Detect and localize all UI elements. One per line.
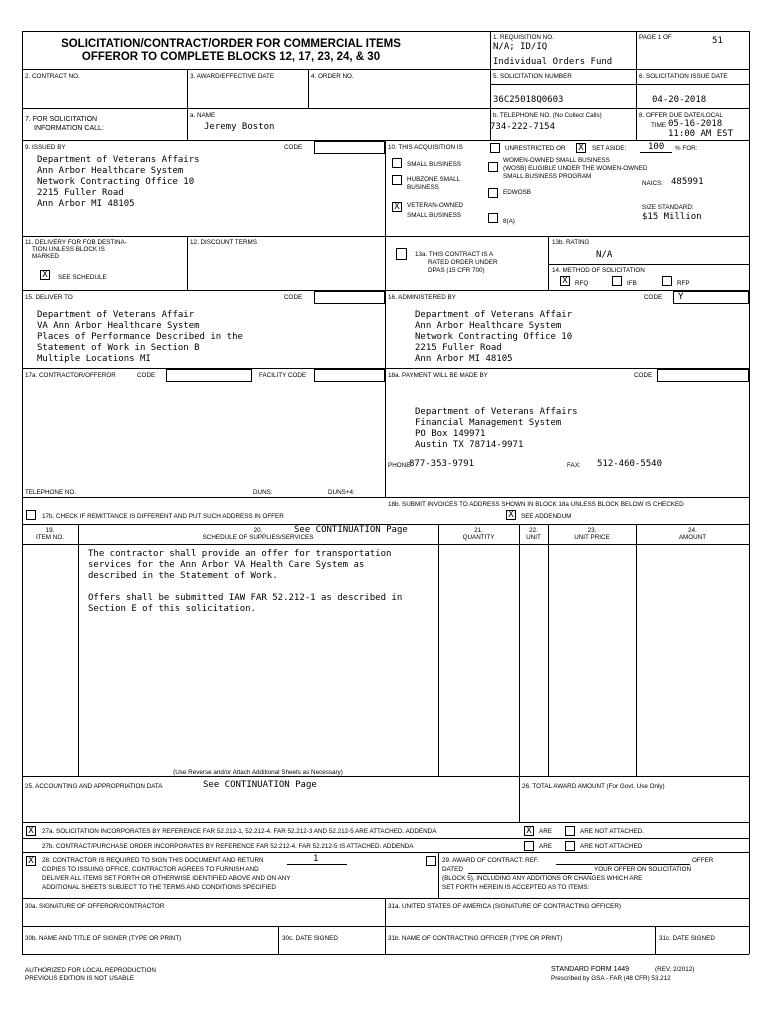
deliver-to-code-label: CODE bbox=[284, 294, 303, 301]
administered-by-line: 2215 Fuller Road bbox=[415, 343, 502, 353]
clause-28-line3: DELIVER ALL ITEMS SET FORTH OR OTHERWISE IDENTIFIED ABOVE AND ON ANY bbox=[42, 875, 291, 882]
payment-line: Austin TX 78714-9971 bbox=[415, 440, 524, 450]
contractor-code-label: CODE bbox=[137, 372, 156, 379]
payment-phone-label: PHONE: bbox=[388, 462, 413, 469]
rule bbox=[548, 524, 549, 776]
schedule-text-line: services for the Ann Arbor VA Health Care System as bbox=[88, 560, 365, 570]
prescribed-by: Prescribed by GSA - FAR (48 CFR) 53.212 bbox=[551, 975, 671, 982]
percent-for-label: % FOR: bbox=[675, 145, 698, 152]
hubzone-checkbox[interactable] bbox=[392, 175, 402, 185]
issued-by-line: Ann Arbor Healthcare System bbox=[37, 166, 184, 176]
addenda-27b-are-not-checkbox[interactable] bbox=[565, 841, 575, 851]
are-label: ARE bbox=[539, 828, 552, 835]
rule bbox=[278, 926, 279, 954]
schedule-text-line: The contractor shall provide an offer for transportation bbox=[88, 549, 392, 559]
signer-name-label: 30b. NAME AND TITLE OF SIGNER (TYPE OR PRINT) bbox=[25, 935, 182, 942]
administered-by-line: Ann Arbor MI 48105 bbox=[415, 354, 513, 364]
administered-by-line: Department of Veterans Affair bbox=[415, 310, 573, 320]
rule bbox=[655, 926, 656, 954]
contractor-sign-checkbox[interactable]: X bbox=[26, 856, 36, 866]
issued-by-line: Network Contracting Office 10 bbox=[37, 177, 195, 187]
are-not-label: ARE NOT ATTACHED. bbox=[580, 828, 645, 835]
rule bbox=[636, 524, 637, 776]
rule bbox=[385, 898, 386, 954]
officer-name-label: 31b. NAME OF CONTRACTING OFFICER (TYPE OR PRINT) bbox=[388, 935, 563, 942]
col-amount-num: 24. bbox=[688, 527, 697, 534]
clause-28-line2: COPIES TO ISSUING OFFICE. CONTRACTOR AGREES TO FURNISH AND bbox=[42, 866, 259, 873]
issue-date[interactable]: 04-20-2018 bbox=[652, 95, 707, 105]
small-business-label: SMALL BUSINESS bbox=[407, 161, 462, 168]
rfp-label: RFP bbox=[677, 280, 690, 287]
form-name: STANDARD FORM 1449 bbox=[551, 966, 630, 973]
requisition-value-line2[interactable]: Individual Orders Fund bbox=[493, 57, 613, 67]
contractor-code-field[interactable] bbox=[166, 369, 252, 382]
duns-label: DUNS: bbox=[253, 489, 273, 496]
facility-code-field[interactable] bbox=[314, 369, 385, 382]
solicitation-number-label: 5. SOLICITATION NUMBER bbox=[493, 73, 572, 80]
eight-a-label: 8(A) bbox=[503, 218, 515, 225]
clause-28-line1: 28. CONTRACTOR IS REQUIRED TO SIGN THIS DOCUMENT AND RETURN bbox=[42, 857, 264, 864]
time-label: TIME bbox=[651, 122, 667, 129]
page-total: 51 bbox=[712, 36, 723, 46]
order-no-label: 4. ORDER NO. bbox=[311, 73, 354, 80]
rule bbox=[385, 140, 386, 498]
payment-fax-label: FAX: bbox=[567, 462, 581, 469]
wosb-label-line2: (WOSB) ELIGIBLE UNDER THE WOMEN-OWNED bbox=[503, 165, 648, 172]
offer-due-label: 8. OFFER DUE DATE/LOCAL bbox=[639, 112, 723, 119]
discount-terms-label: 12. DISCOUNT TERMS bbox=[190, 239, 257, 246]
requisition-label: 1. REQUISITION NO. bbox=[493, 34, 554, 41]
solicitation-method-label: 14. METHOD OF SOLICITATION bbox=[552, 267, 645, 274]
submit-invoices-label: 18b. SUBMIT INVOICES TO ADDRESS SHOWN IN BLOCK 18a UNLESS BLOCK BELOW IS CHECKED bbox=[388, 501, 684, 508]
ifb-label: IFB bbox=[627, 280, 637, 287]
rule bbox=[490, 84, 749, 85]
footer-previous-edition: PREVIOUS EDITION IS NOT USABLE bbox=[25, 975, 135, 982]
accounting-value: See CONTINUATION Page bbox=[203, 780, 317, 790]
rated-order-label: 13a. THIS CONTRACT IS A bbox=[415, 251, 494, 258]
rule bbox=[548, 236, 549, 290]
name-label: a. NAME bbox=[190, 112, 216, 119]
deliver-to-line: VA Ann Arbor Healthcare System bbox=[37, 321, 200, 331]
rule bbox=[22, 822, 749, 823]
schedule-text-line: Offers shall be submitted IAW FAR 52.212-1 as described in bbox=[88, 593, 403, 603]
issued-by-line: Ann Arbor MI 48105 bbox=[37, 199, 135, 209]
col-item-label: ITEM NO. bbox=[36, 534, 64, 541]
dated-label: DATED bbox=[442, 866, 463, 873]
administered-by-code-label: CODE bbox=[644, 294, 663, 301]
col-quantity-num: 21. bbox=[474, 527, 483, 534]
see-schedule-label: SEE SCHEDULE bbox=[58, 274, 107, 281]
naics-value[interactable]: 485991 bbox=[671, 177, 704, 187]
col-schedule-label: SCHEDULE OF SUPPLIES/SERVICES bbox=[202, 534, 314, 541]
contractor-label: 17a. CONTRACTOR/OFFEROR bbox=[25, 372, 116, 379]
copies-count[interactable]: 1 bbox=[313, 854, 319, 864]
rule bbox=[519, 524, 520, 822]
ifb-checkbox[interactable] bbox=[612, 276, 622, 286]
col-unit-num: 22. bbox=[529, 527, 538, 534]
solicitation-info-label: 7. FOR SOLICITATION bbox=[25, 116, 98, 123]
payment-line: PO Box 149971 bbox=[415, 429, 486, 439]
payment-fax[interactable]: 512-460-5540 bbox=[597, 459, 663, 469]
fob-label-line3: MARKED bbox=[32, 253, 59, 260]
rated-order-checkbox[interactable] bbox=[396, 248, 407, 260]
schedule-text-line: described in the Statement of Work. bbox=[88, 571, 278, 581]
duns4-label: DUNS+4: bbox=[328, 489, 355, 496]
clause-27b-label: 27b. CONTRACT/PURCHASE ORDER INCORPORATES BY REFERENCE FAR 52.212-4. FAR 52.212-5 IS ATTACHED. ADDENDA bbox=[42, 843, 414, 850]
deliver-to-line: Multiple Locations MI bbox=[37, 354, 151, 364]
hubzone-label-line2: BUSINESS bbox=[407, 184, 439, 191]
are-label-27b: ARE bbox=[539, 843, 552, 850]
form-revision: (REV. 2/2012) bbox=[655, 966, 695, 973]
rfq-label: RFQ bbox=[575, 280, 589, 287]
ref-underline bbox=[556, 864, 690, 865]
unrestricted-checkbox[interactable] bbox=[490, 143, 500, 153]
administered-by-line: Network Contracting Office 10 bbox=[415, 332, 573, 342]
eight-a-checkbox[interactable] bbox=[488, 213, 498, 223]
issued-by-label: 9. ISSUED BY bbox=[25, 144, 66, 151]
schedule-text-line: Section E of this solicitation. bbox=[88, 604, 256, 614]
payment-code-label: CODE bbox=[634, 372, 653, 379]
rule bbox=[308, 69, 309, 108]
rule bbox=[636, 31, 637, 140]
dated-underline bbox=[468, 873, 592, 874]
payment-line: Financial Management System bbox=[415, 418, 562, 428]
issued-by-code-label: CODE bbox=[284, 144, 303, 151]
officer-signature-label: 31a. UNITED STATES OF AMERICA (SIGNATURE OF CONTRACTING OFFICER) bbox=[388, 903, 622, 910]
size-standard-label: SIZE STANDARD: bbox=[642, 204, 694, 211]
set-aside-label: SET ASIDE: bbox=[592, 145, 627, 152]
schedule-continuation: See CONTINUATION Page bbox=[294, 525, 408, 535]
naics-label: NAICS: bbox=[642, 180, 663, 187]
wosb-label-line3: SMALL BUSINESS PROGRAM bbox=[503, 173, 592, 180]
requisition-value[interactable]: N/A; ID/IQ bbox=[493, 42, 548, 52]
small-business-checkbox[interactable] bbox=[392, 158, 402, 168]
accounting-label: 25. ACCOUNTING AND APPROPRIATION DATA bbox=[25, 783, 163, 790]
payment-label: 18a. PAYMENT WILL BE MADE BY bbox=[388, 372, 488, 379]
clause-27a-label: 27a. SOLICITATION INCORPORATES BY REFERENCE FAR 52.212-1, 52.212-4. FAR 52.212-3 AND 52.212-5 ARE ATTACHED. ADDENDA bbox=[42, 828, 437, 835]
rule bbox=[438, 524, 439, 776]
rule bbox=[22, 69, 749, 70]
col-unit-label: UNIT bbox=[526, 534, 541, 541]
rule bbox=[22, 852, 749, 853]
addenda-27b-are-checkbox[interactable] bbox=[524, 841, 534, 851]
rfp-checkbox[interactable] bbox=[662, 276, 672, 286]
rating-label: 13b. RATING bbox=[552, 239, 590, 246]
rule-bottom bbox=[22, 954, 749, 955]
payment-phone[interactable]: 877-353-9791 bbox=[409, 459, 475, 469]
total-award-label: 26. TOTAL AWARD AMOUNT (For Govt. Use Only) bbox=[522, 783, 665, 790]
clause-28-line4: ADDITIONAL SHEETS SUBJECT TO THE TERMS AND CONDITIONS SPECIFIED bbox=[42, 884, 276, 891]
rule bbox=[187, 69, 188, 140]
page-label: PAGE 1 OF bbox=[639, 34, 672, 41]
addenda-are-checkbox[interactable]: X bbox=[524, 826, 534, 836]
veteran-owned-checkbox[interactable]: X bbox=[392, 202, 402, 212]
edwosb-label: EDWOSB bbox=[503, 189, 531, 196]
clause-29-line1: 29. AWARD OF CONTRACT: REF. bbox=[442, 857, 539, 864]
issued-by-code-field[interactable] bbox=[314, 141, 385, 154]
deliver-to-label: 15. DELIVER TO bbox=[25, 294, 73, 301]
deliver-to-line: Statement of Work in Section B bbox=[37, 343, 200, 353]
rule-right bbox=[749, 31, 750, 954]
rfq-checkbox[interactable]: X bbox=[560, 276, 570, 286]
col-schedule-num: 20. bbox=[253, 527, 263, 534]
set-aside-checkbox[interactable]: X bbox=[576, 143, 586, 153]
col-quantity-label: QUANTITY bbox=[462, 534, 495, 541]
deliver-to-line: Places of Performance Described in the bbox=[37, 332, 243, 342]
facility-code-label: FACILITY CODE bbox=[259, 372, 307, 379]
see-addendum-checkbox[interactable]: X bbox=[506, 510, 516, 520]
rated-order-label-line2: RATED ORDER UNDER bbox=[428, 259, 498, 266]
col-item-num: 19. bbox=[45, 527, 55, 534]
solicitation-info-label-line2: INFORMATION CALL: bbox=[34, 125, 104, 132]
payment-line: Department of Veterans Affairs bbox=[415, 407, 578, 417]
are-not-label-27b: ARE NOT ATTACHED bbox=[580, 843, 643, 850]
see-addendum-label: SEE ADDENDUM bbox=[521, 513, 572, 520]
offer-due-date[interactable]: 05-16-2018 bbox=[668, 119, 723, 129]
rule bbox=[438, 852, 439, 898]
set-aside-percent[interactable]: 100 bbox=[648, 142, 665, 152]
administered-by-line: Ann Arbor Healthcare System bbox=[415, 321, 562, 331]
footer-reproduction: AUTHORIZED FOR LOCAL REPRODUCTION bbox=[25, 967, 156, 974]
solicitation-number[interactable]: 36C25018Q0603 bbox=[493, 95, 564, 105]
officer-date-label: 31c. DATE SIGNED bbox=[659, 935, 715, 942]
rated-order-label-line3: DPAS (15 CFR 700) bbox=[428, 267, 485, 274]
unrestricted-label: UNRESTRICTED OR bbox=[505, 145, 566, 152]
offer-label: OFFER bbox=[692, 857, 714, 864]
issued-by-line: 2215 Fuller Road bbox=[37, 188, 124, 198]
clause-29-line4: SET FORTH HEREIN IS ACCEPTED AS TO ITEMS: bbox=[442, 884, 590, 891]
administered-by-code[interactable]: Y bbox=[678, 292, 684, 302]
acquisition-label: 10. THIS ACQUISITION IS bbox=[388, 144, 463, 151]
offeror-date-label: 30c. DATE SIGNED bbox=[282, 935, 338, 942]
form-title-line1: SOLICITATION/CONTRACT/ORDER FOR COMMERCIAL ITEMS bbox=[61, 38, 401, 50]
rule bbox=[187, 236, 188, 290]
rule bbox=[78, 524, 79, 776]
rule bbox=[548, 264, 749, 265]
rating-value[interactable]: N/A bbox=[596, 250, 613, 260]
rule bbox=[22, 776, 749, 777]
rule bbox=[22, 544, 749, 545]
offer-due-time[interactable]: 11:00 AM EST bbox=[668, 129, 734, 139]
remittance-checkbox[interactable] bbox=[26, 510, 36, 520]
issue-date-label: 6. SOLICITATION ISSUE DATE bbox=[639, 73, 728, 80]
telephone-no-label: TELEPHONE NO. bbox=[25, 489, 77, 496]
your-offer-label: YOUR OFFER ON SOLICITATION bbox=[594, 866, 692, 873]
rule bbox=[22, 838, 749, 839]
col-amount-label: AMOUNT bbox=[678, 534, 707, 541]
size-standard-value[interactable]: $15 Million bbox=[642, 212, 702, 222]
rule-left bbox=[22, 31, 23, 954]
see-schedule-checkbox[interactable]: X bbox=[40, 270, 50, 280]
rule-top bbox=[22, 31, 749, 32]
form-title-line2: OFFEROR TO COMPLETE BLOCKS 12, 17, 23, 24, & 30 bbox=[81, 51, 381, 63]
award-date-label: 3. AWARD/EFFECTIVE DATE bbox=[190, 73, 275, 80]
addenda-27a-checkbox[interactable]: X bbox=[26, 826, 36, 836]
contact-name[interactable]: Jeremy Boston bbox=[204, 122, 275, 132]
wosb-checkbox[interactable] bbox=[488, 162, 498, 172]
col-unit-price-label: UNIT PRICE bbox=[574, 534, 610, 541]
administered-by-label: 16. ADMINISTERED BY bbox=[388, 294, 456, 301]
deliver-to-line: Department of Veterans Affair bbox=[37, 310, 195, 320]
payment-code-field[interactable] bbox=[657, 369, 749, 382]
hubzone-label: HUBZONE SMALL bbox=[407, 176, 461, 183]
veteran-owned-label: VETERAN-OWNED bbox=[407, 202, 463, 209]
edwosb-checkbox[interactable] bbox=[488, 188, 498, 198]
fob-label: 11. DELIVERY FOR FOB DESTINA- bbox=[25, 239, 127, 246]
addenda-are-not-checkbox[interactable] bbox=[565, 826, 575, 836]
clause-29-line3: (BLOCK 5), INCLUDING ANY ADDITIONS OR CHANGES WHICH ARE bbox=[442, 875, 643, 882]
administered-by-code-field[interactable] bbox=[673, 291, 749, 304]
contract-no-label: 2. CONTRACT NO. bbox=[25, 73, 80, 80]
offeror-signature-label: 30a. SIGNATURE OF OFFEROR/CONTRACTOR bbox=[25, 903, 165, 910]
deliver-to-code-field[interactable] bbox=[314, 291, 385, 304]
rule bbox=[22, 108, 749, 109]
col-unit-price-num: 23. bbox=[587, 527, 597, 534]
remittance-label: 17b. CHECK IF REMITTANCE IS DIFFERENT AND PUT SUCH ADDRESS IN OFFER bbox=[42, 513, 284, 520]
wosb-label: WOMEN-OWNED SMALL BUSINESS bbox=[503, 157, 610, 164]
reverse-note: (Use Reverse and/or Attach Additional Sheets as Necessary) bbox=[173, 769, 343, 776]
award-checkbox[interactable] bbox=[426, 856, 436, 866]
fob-label-line2: TION UNLESS BLOCK IS bbox=[32, 246, 105, 253]
issued-by-line: Department of Veterans Affairs bbox=[37, 155, 200, 165]
telephone-label: b. TELEPHONE NO. (No Collect Calls) bbox=[493, 112, 602, 119]
contact-phone[interactable]: 734-222-7154 bbox=[490, 122, 556, 132]
veteran-owned-label-line2: SMALL BUSINESS bbox=[407, 212, 462, 219]
